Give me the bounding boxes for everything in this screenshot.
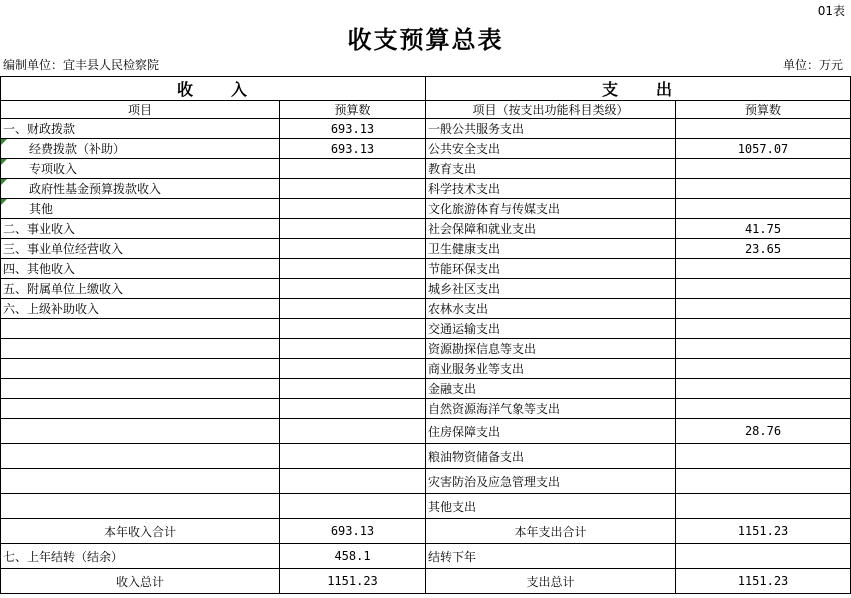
table-row	[1, 159, 851, 179]
organization-label: 编制单位：宜丰县人民检察院	[3, 58, 160, 72]
income-total-amount[interactable]: 1151.23	[280, 569, 426, 594]
table-row	[1, 279, 851, 299]
page-title: 收支预算总表	[347, 26, 504, 54]
income-item[interactable]: 七、上年结转（结余）	[1, 544, 280, 569]
income-item[interactable]: 五、附属单位上缴收入	[1, 279, 280, 299]
income-amount[interactable]	[280, 469, 426, 494]
expense-item[interactable]: 交通运输支出	[426, 319, 676, 339]
expense-item[interactable]: 商业服务业等支出	[426, 359, 676, 379]
income-item[interactable]: 四、其他收入	[1, 259, 280, 279]
expense-amount[interactable]	[676, 179, 851, 199]
expense-item[interactable]: 农林水支出	[426, 299, 676, 319]
table-row	[1, 119, 851, 139]
expense-section-header: 支 出	[426, 77, 851, 101]
income-amount[interactable]	[280, 179, 426, 199]
expense-total-label[interactable]: 支出总计	[426, 569, 676, 594]
income-item[interactable]	[1, 494, 280, 519]
expense-amount-header: 预算数	[676, 101, 851, 119]
expense-amount[interactable]	[676, 319, 851, 339]
table-row	[1, 399, 851, 419]
expense-amount[interactable]	[676, 379, 851, 399]
expense-subtotal-amount[interactable]: 1151.23	[676, 519, 851, 544]
table-row	[1, 319, 851, 339]
income-total-label[interactable]: 收入总计	[1, 569, 280, 594]
expense-amount[interactable]	[676, 444, 851, 469]
table-row	[1, 179, 851, 199]
income-item[interactable]: 二、事业收入	[1, 219, 280, 239]
table-row	[1, 419, 851, 444]
expense-item[interactable]: 节能环保支出	[426, 259, 676, 279]
income-amount[interactable]	[280, 359, 426, 379]
income-item[interactable]: 政府性基金预算拨款收入	[1, 179, 280, 199]
income-amount[interactable]	[280, 159, 426, 179]
income-item[interactable]: 专项收入	[1, 159, 280, 179]
expense-item[interactable]: 教育支出	[426, 159, 676, 179]
table-row	[1, 199, 851, 219]
table-row	[1, 259, 851, 279]
income-item[interactable]: 三、事业单位经营收入	[1, 239, 280, 259]
expense-item[interactable]: 一般公共服务支出	[426, 119, 676, 139]
expense-item[interactable]: 结转下年	[426, 544, 676, 569]
expense-item[interactable]: 城乡社区支出	[426, 279, 676, 299]
expense-item[interactable]: 其他支出	[426, 494, 676, 519]
expense-amount[interactable]	[676, 159, 851, 179]
income-item[interactable]	[1, 419, 280, 444]
income-amount[interactable]	[280, 219, 426, 239]
income-subtotal-label[interactable]: 本年收入合计	[1, 519, 280, 544]
expense-amount[interactable]: 23.65	[676, 239, 851, 259]
income-amount[interactable]	[280, 444, 426, 469]
expense-item-header: 项目（按支出功能科目类级）	[426, 101, 676, 119]
income-amount[interactable]	[280, 339, 426, 359]
income-amount[interactable]: 693.13	[280, 119, 426, 139]
table-row	[1, 469, 851, 494]
income-item[interactable]	[1, 444, 280, 469]
expense-amount[interactable]	[676, 299, 851, 319]
table-row	[1, 299, 851, 319]
subtotal-row	[1, 519, 851, 544]
income-item-header: 项目	[1, 101, 280, 119]
expense-amount[interactable]	[676, 119, 851, 139]
expense-item[interactable]: 卫生健康支出	[426, 239, 676, 259]
expense-item[interactable]: 资源勘探信息等支出	[426, 339, 676, 359]
expense-item[interactable]: 文化旅游体育与传媒支出	[426, 199, 676, 219]
expense-total-amount[interactable]: 1151.23	[676, 569, 851, 594]
income-item[interactable]: 其他	[1, 199, 280, 219]
expense-item[interactable]: 社会保障和就业支出	[426, 219, 676, 239]
income-amount[interactable]	[280, 419, 426, 444]
expense-subtotal-label[interactable]: 本年支出合计	[426, 519, 676, 544]
expense-amount[interactable]: 41.75	[676, 219, 851, 239]
table-row	[1, 239, 851, 259]
income-item[interactable]	[1, 359, 280, 379]
unit-label: 单位：万元	[782, 58, 843, 72]
table-row	[1, 359, 851, 379]
form-code: 01表	[817, 4, 845, 18]
income-amount[interactable]	[280, 199, 426, 219]
income-item[interactable]	[1, 399, 280, 419]
table-row	[1, 339, 851, 359]
grand-total-row	[1, 569, 851, 594]
income-amount[interactable]	[280, 319, 426, 339]
income-amount[interactable]: 693.13	[280, 139, 426, 159]
income-amount[interactable]	[280, 279, 426, 299]
expense-amount[interactable]: 28.76	[676, 419, 851, 444]
income-item[interactable]: 经费拨款（补助）	[1, 139, 280, 159]
table-row	[1, 544, 851, 569]
expense-amount[interactable]: 1057.07	[676, 139, 851, 159]
expense-amount[interactable]	[676, 399, 851, 419]
expense-amount[interactable]	[676, 339, 851, 359]
income-section-header: 收 入	[1, 77, 426, 101]
income-item[interactable]: 一、财政拨款	[1, 119, 280, 139]
expense-amount[interactable]	[676, 544, 851, 569]
income-item[interactable]	[1, 379, 280, 399]
income-subtotal-amount[interactable]: 693.13	[280, 519, 426, 544]
income-amount[interactable]	[280, 494, 426, 519]
table-row	[1, 139, 851, 159]
expense-item[interactable]: 金融支出	[426, 379, 676, 399]
expense-item[interactable]: 公共安全支出	[426, 139, 676, 159]
income-amount[interactable]	[280, 239, 426, 259]
income-amount[interactable]	[280, 399, 426, 419]
income-amount[interactable]: 458.1	[280, 544, 426, 569]
table-row	[1, 379, 851, 399]
income-amount[interactable]	[280, 299, 426, 319]
expense-amount[interactable]	[676, 279, 851, 299]
expense-item[interactable]: 自然资源海洋气象等支出	[426, 399, 676, 419]
expense-amount[interactable]	[676, 359, 851, 379]
expense-amount[interactable]	[676, 259, 851, 279]
expense-item[interactable]: 灾害防治及应急管理支出	[426, 469, 676, 494]
expense-amount[interactable]	[676, 494, 851, 519]
expense-amount[interactable]	[676, 469, 851, 494]
table-row	[1, 444, 851, 469]
income-amount-header: 预算数	[280, 101, 426, 119]
table-row	[1, 219, 851, 239]
income-item[interactable]	[1, 339, 280, 359]
table-row	[1, 494, 851, 519]
income-item[interactable]	[1, 469, 280, 494]
expense-item[interactable]: 粮油物资储备支出	[426, 444, 676, 469]
expense-item[interactable]: 住房保障支出	[426, 419, 676, 444]
income-amount[interactable]	[280, 379, 426, 399]
income-item[interactable]: 六、上级补助收入	[1, 299, 280, 319]
expense-item[interactable]: 科学技术支出	[426, 179, 676, 199]
income-amount[interactable]	[280, 259, 426, 279]
budget-table	[0, 76, 851, 594]
expense-amount[interactable]	[676, 199, 851, 219]
income-item[interactable]	[1, 319, 280, 339]
